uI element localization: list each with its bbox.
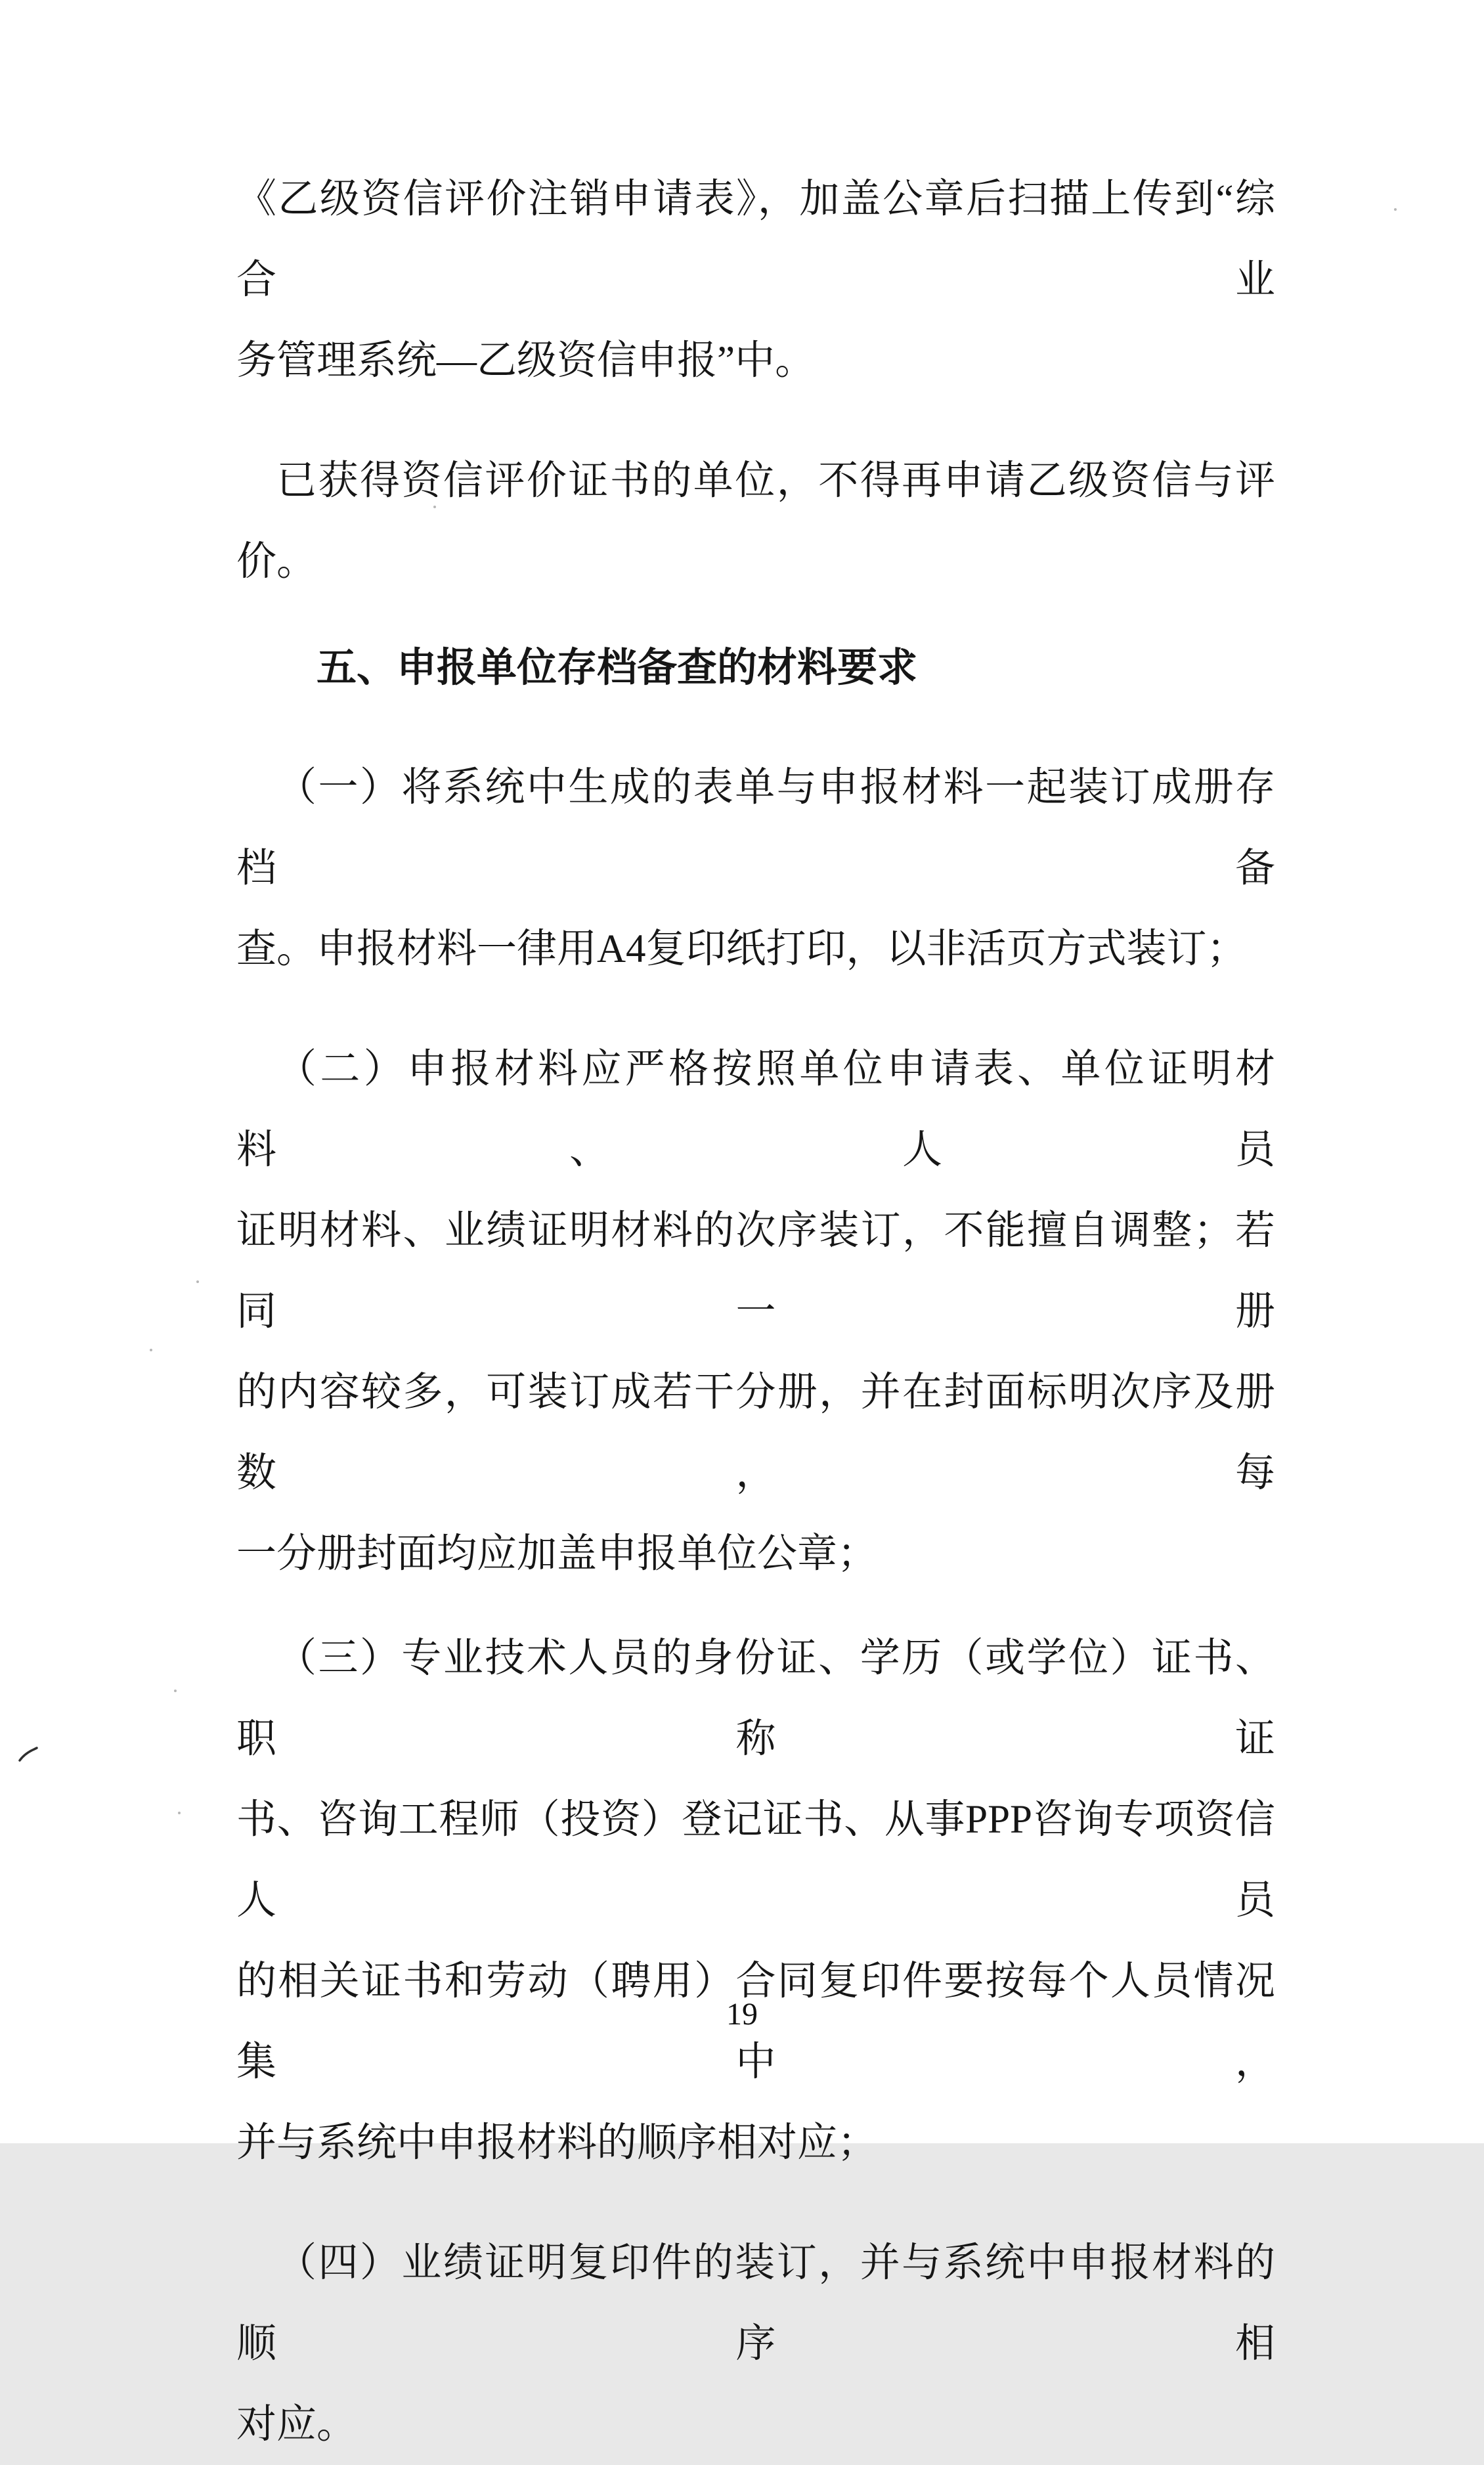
scan-speck (174, 1690, 177, 1692)
paragraph (236, 441, 1275, 602)
scan-speck (433, 506, 436, 508)
text-line: 《乙级资信评价注销申请表》，加盖公章后扫描上传到“综合业 (236, 177, 1275, 302)
pen-mark-artifact (18, 1745, 39, 1762)
scan-speck (178, 1812, 181, 1814)
text-line: 书、咨询工程师（投资）登记证书、从事PPP咨询专项资信人员 (236, 1798, 1275, 1923)
scan-speck (150, 1349, 152, 1351)
paragraph-item-1 (236, 747, 1275, 990)
paragraph-item-4 (236, 2223, 1275, 2465)
text-line: 证明材料、业绩证明材料的次序装订，不能擅自调整；若同一册 (236, 1209, 1275, 1334)
text-line: 对应。 (236, 2403, 357, 2447)
scan-speck (1394, 208, 1397, 211)
text-line: 的内容较多，可装订成若干分册，并在封面标明次序及册数，每 (236, 1370, 1275, 1495)
paragraph-continued (236, 159, 1275, 401)
page-number: 19 (726, 1997, 758, 2032)
heading-line: 五、申报单位存档备查的材料要求 (316, 645, 918, 689)
text-line: 一分册封面均应加盖申报单位公章； (236, 1532, 878, 1576)
section-heading (236, 627, 1275, 708)
text-line: （二）申报材料应严格按照单位申请表、单位证明材料、人员 (236, 1047, 1275, 1172)
text-line: 已获得资信评价证书的单位，不得再申请乙级资信与评价。 (236, 459, 1275, 584)
text-line: （三）专业技术人员的身份证、学历（或学位）证书、职称证 (236, 1636, 1275, 1761)
text-line: 务管理系统—乙级资信申报”中。 (236, 339, 816, 383)
text-line: 的相关证书和劳动（聘用）合同复印件要按每个人员情况集中， (236, 1959, 1275, 2084)
text-line: （一）将系统中生成的表单与申报材料一起装订成册存档备 (236, 766, 1275, 890)
text-line: 并与系统中申报材料的顺序相对应； (236, 2121, 878, 2165)
paragraph-item-2 (236, 1029, 1275, 1594)
paragraph-item-3 (236, 1618, 1275, 2183)
text-line: 查。申报材料一律用A4复印纸打印，以非活页方式装订； (236, 927, 1247, 971)
scan-speck (196, 1280, 199, 1283)
document-body (236, 159, 1275, 2465)
text-line: （四）业绩证明复印件的装订，并与系统中申报材料的顺序相 (236, 2241, 1275, 2366)
